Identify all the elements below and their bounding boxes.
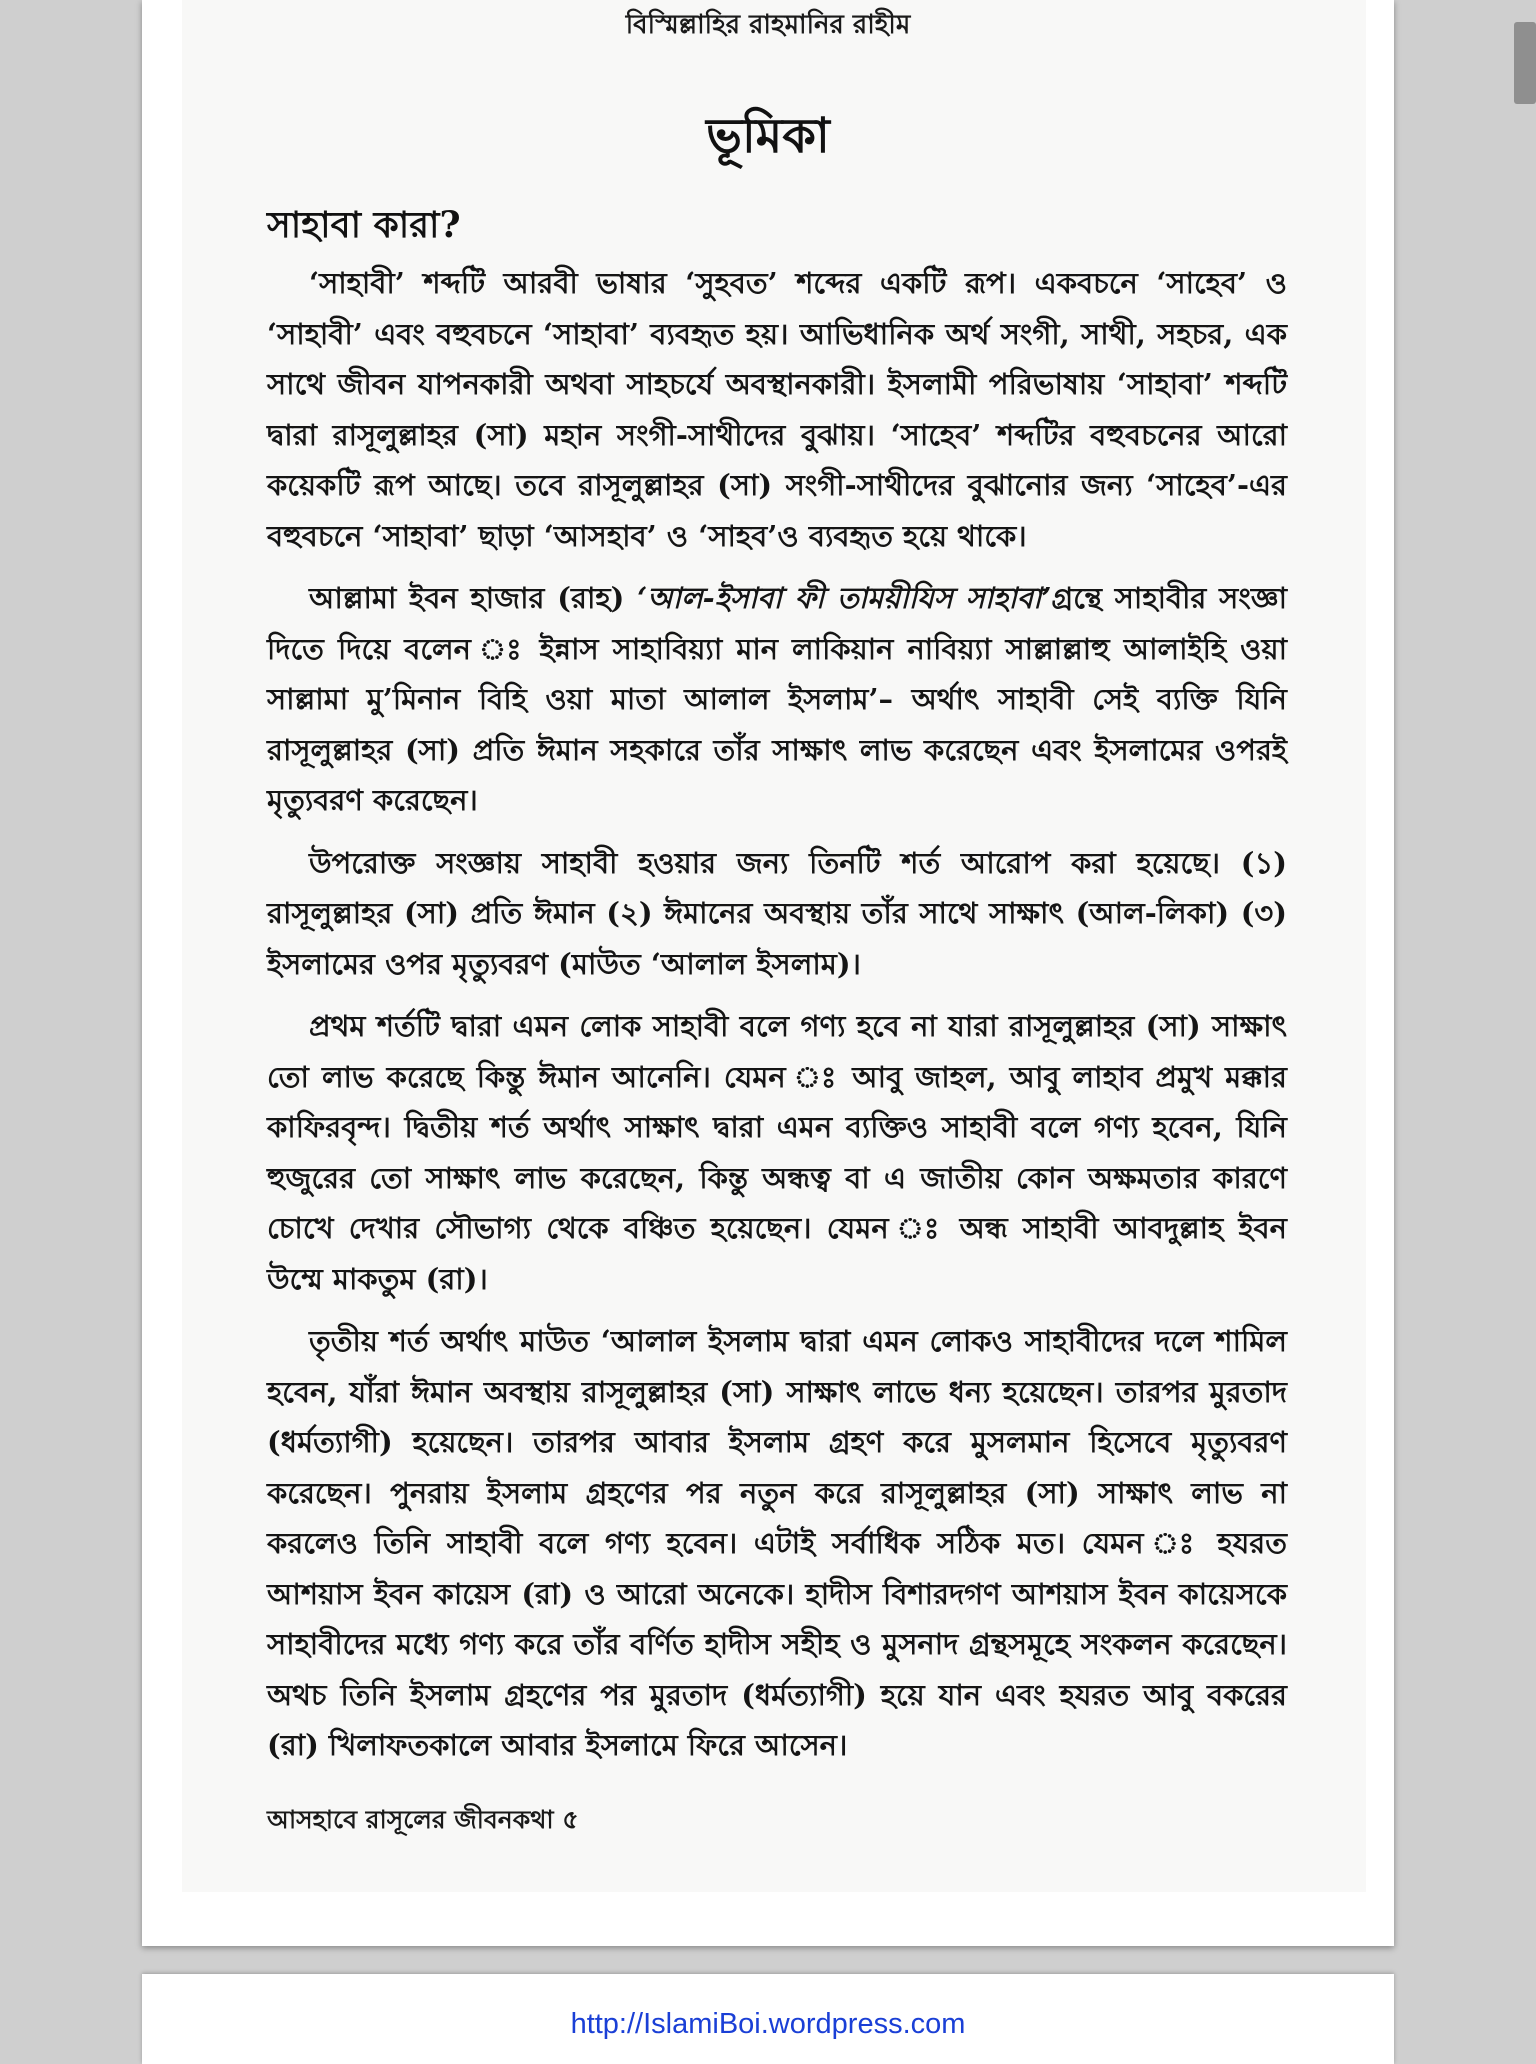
paragraph-1: ‘সাহাবী’ শব্দটি আরবী ভাষার ‘সুহবত’ শব্দের একটি রূপ। একবচনে ‘সাহেব’ ও ‘সাহাবী’ এবং বহুবচনে ‘সাহাবা’ ব্যবহৃত হয়। আভিধানিক অর্থ সংগী, সাথী, সহচর, এক সাথে জীবন যাপনকারী অথবা সাহচর্যে অবস্থানকারী। ইসলামী পরিভাষায় ‘সাহাবা’ শব্দটি দ্বারা রাসূলুল্লাহর (সা) মহান সংগী-সাথীদের বুঝায়। ‘সাহেব’ শব্দটির বহুবচনের আরো কয়েকটি রূপ আছে। তবে রাসূলুল্লাহর (সা) সংগী-সাথীদের বুঝানোর জন্য ‘সাহেব’-এর বহুবচনে ‘সাহাবা’ ছাড়া ‘আসহাব’ ও ‘সাহব’ও ব্যবহৃত হয়ে থাকে। bbox=[267, 266, 1287, 553]
section-heading: সাহাবা কারা? bbox=[267, 204, 461, 246]
paragraph-2 bbox=[267, 573, 1287, 826]
document-page bbox=[142, 0, 1394, 1946]
website-link[interactable]: http://IslamiBoi.wordpress.com bbox=[570, 2008, 966, 2040]
paragraph-4: প্রথম শর্তটি দ্বারা এমন লোক সাহাবী বলে গণ্য হবে না যারা রাসূলুল্লাহর (সা) সাক্ষাৎ তো লাভ করেছে কিন্তু ঈমান আনেনি। যেমন ঃ আবু জাহল, আবু লাহাব প্রমুখ মক্কার কাফিরবৃন্দ। দ্বিতীয় শর্ত অর্থাৎ সাক্ষাৎ দ্বারা এমন ব্যক্তিও সাহাবী বলে গণ্য হবেন, যিনি হুজুরের তো সাক্ষাৎ লাভ করেছেন, কিন্তু অন্ধত্ব বা এ জাতীয় কোন অক্ষমতার কারণে চোখে দেখার সৌভাগ্য থেকে বঞ্চিত হয়েছেন। যেমন ঃ অন্ধ সাহাবী আবদুল্লাহ ইবন উম্মে মাকতুম (রা)। bbox=[267, 1009, 1287, 1296]
paragraph-2-rest: গ্রন্থে সাহাবীর সংজ্ঞা দিতে দিয়ে বলেন ঃ ইন্নাস সাহাবিয়্যা মান লাকিয়ান নাবিয়্যা সাল্লাল্লাহু আলাইহি ওয়া সাল্লামা মু’মিনান বিহি ওয়া মাতা আলাল ইসলাম’– অর্থাৎ সাহাবী সেই ব্যক্তি যিনি রাসূলুল্লাহর (সা) প্রতি ঈমান সহকারে তাঁর সাক্ষাৎ লাভ করেছেন এবং ইসলামের ওপরই মৃত্যুবরণ করেছেন। bbox=[267, 581, 1287, 817]
page-footer: আসহাবে রাসূলের জীবনকথা ৫ bbox=[267, 1805, 579, 1834]
next-page bbox=[142, 1974, 1394, 2064]
scrollbar-thumb[interactable] bbox=[1514, 22, 1536, 104]
book-title: ‘আল-ইসাবা ফী তাময়ীযিস সাহাবা’ bbox=[637, 581, 1052, 615]
body-text bbox=[267, 258, 1287, 1783]
page-title: ভূমিকা bbox=[706, 108, 830, 164]
paragraph-3: উপরোক্ত সংজ্ঞায় সাহাবী হওয়ার জন্য তিনটি শর্ত আরোপ করা হয়েছে। (১) রাসূলুল্লাহর (সা) প্রতি ঈমান (২) ঈমানের অবস্থায় তাঁর সাথে সাক্ষাৎ (আল-লিকা) (৩) ইসলামের ওপর মৃত্যুবরণ (মাউত ‘আলাল ইসলাম)। bbox=[267, 845, 1287, 981]
bismillah-header: বিস্মিল্লাহির রাহমানির রাহীম bbox=[625, 10, 911, 40]
paragraph-5: তৃতীয় শর্ত অর্থাৎ মাউত ‘আলাল ইসলাম দ্বারা এমন লোকও সাহাবীদের দলে শামিল হবেন, যাঁরা ঈমান অবস্থায় রাসূলুল্লাহর (সা) সাক্ষাৎ লাভে ধন্য হয়েছেন। তারপর মুরতাদ (ধর্মত্যাগী) হয়েছেন। তারপর আবার ইসলাম গ্রহণ করে মুসলমান হিসেবে মৃত্যুবরণ করেছেন। পুনরায় ইসলাম গ্রহণের পর নতুন করে রাসূলুল্লাহর (সা) সাক্ষাৎ লাভ না করলেও তিনি সাহাবী বলে গণ্য হবেন। এটাই সর্বাধিক সঠিক মত। যেমন ঃ হযরত আশয়াস ইবন কায়েস (রা) ও আরো অনেকে। হাদীস বিশারদগণ আশয়াস ইবন কায়েসকে সাহাবীদের মধ্যে গণ্য করে তাঁর বর্ণিত হাদীস সহীহ ও মুসনাদ গ্রন্থসমূহে সংকলন করেছেন। অথচ তিনি ইসলাম গ্রহণের পর মুরতাদ (ধর্মত্যাগী) হয়ে যান এবং হযরত আবু বকরের (রা) খিলাফতকালে আবার ইসলামে ফিরে আসেন। bbox=[267, 1324, 1287, 1762]
paragraph-2-start: আল্লামা ইবন হাজার (রাহ) bbox=[309, 581, 638, 615]
